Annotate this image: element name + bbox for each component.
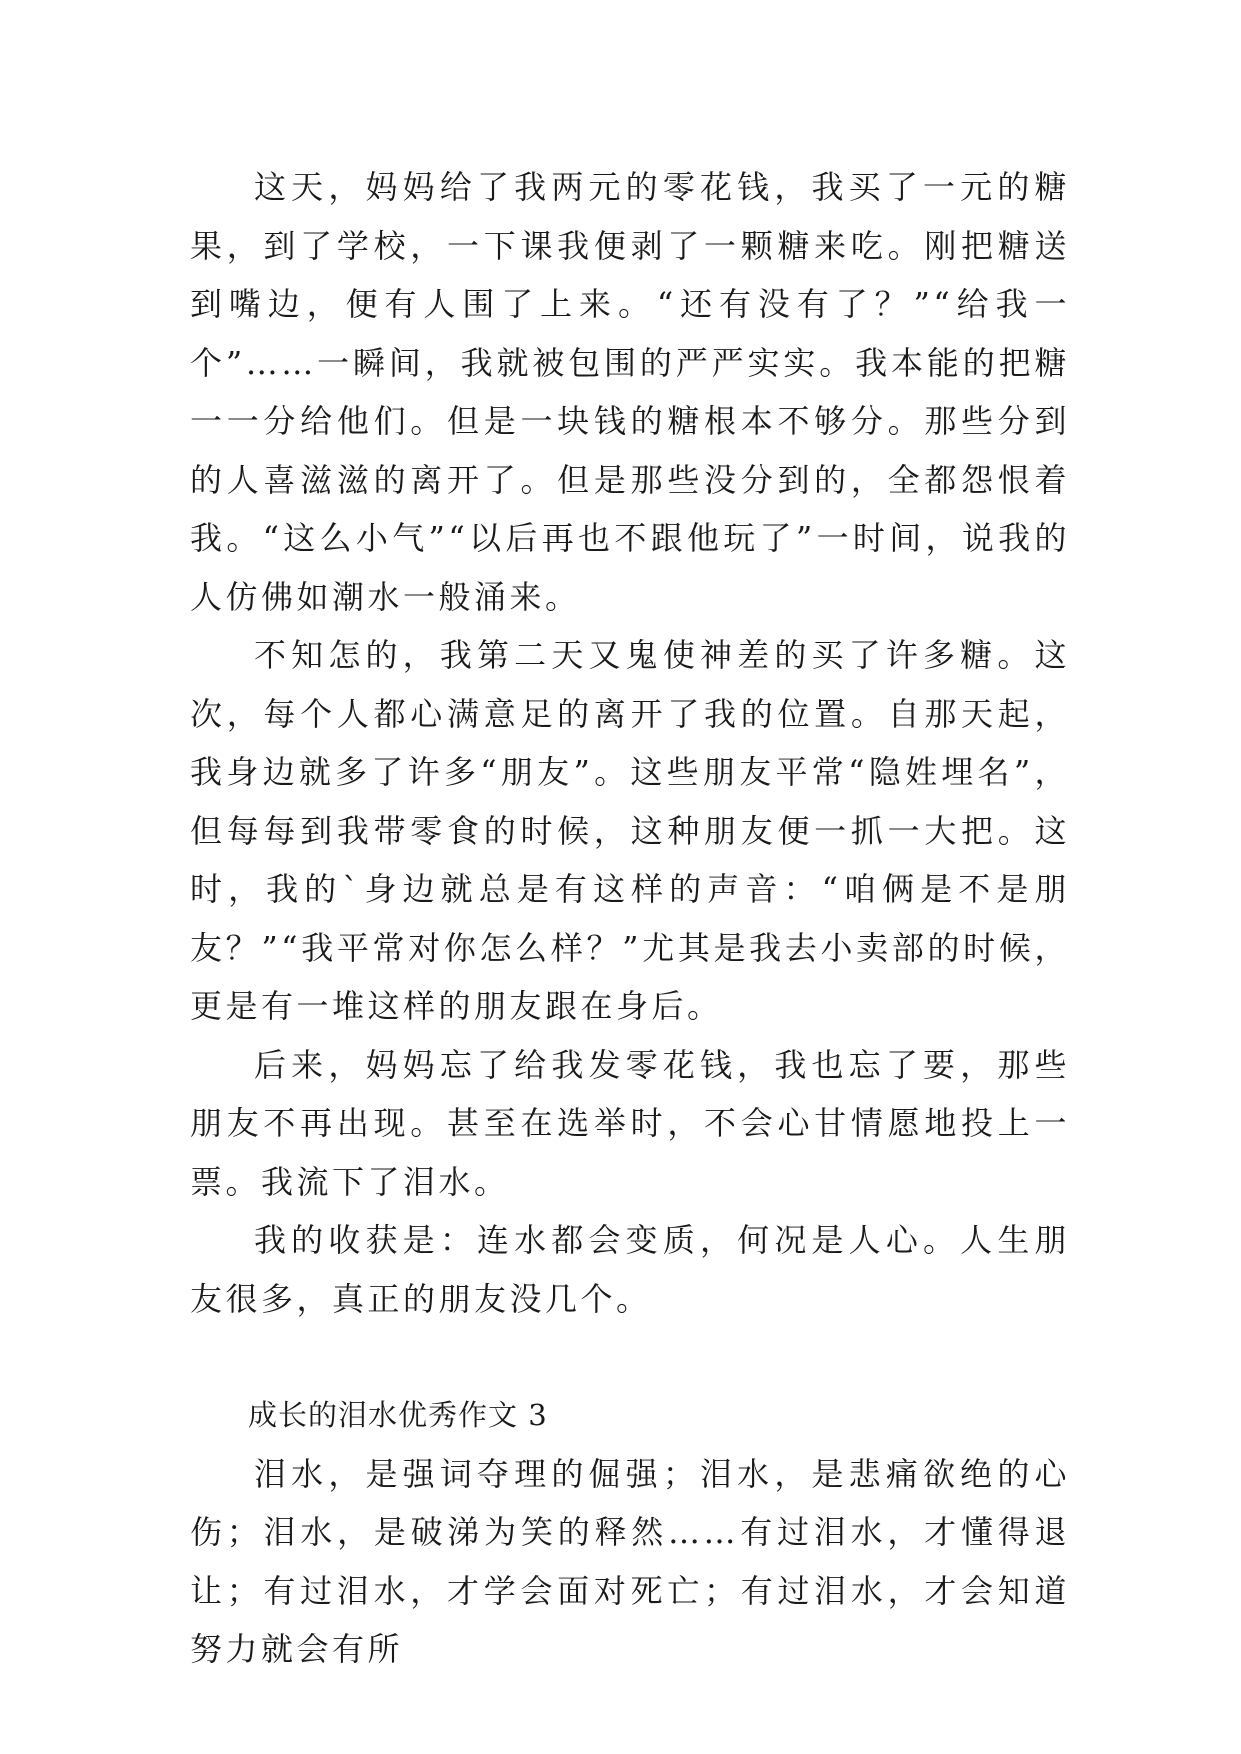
paragraph-3: 后来，妈妈忘了给我发零花钱，我也忘了要，那些朋友不再出现。甚至在选举时，不会心甘情愿地投上一票。我流下了泪水。 [190,1045,1070,1201]
section-paragraph: 泪水，是强词夺理的倔强；泪水，是悲痛欲绝的心伤；泪水，是破涕为笑的释然……有过泪水，才懂得退让；有过泪水，才学会面对死亡；有过泪水，才会知道努力就会有所 [190,1454,1070,1668]
paragraph-2: 不知怎的，我第二天又鬼使神差的买了许多糖。这次，每个人都心满意足的离开了我的位置。自那天起，我身边就多了许多“朋友”。这些朋友平常“隐姓埋名”，但每每到我带零食的时候，这种朋友便一抓一大把。这时，我的`身边就总是有这样的声音：“咱俩是不是朋友？”“我平常对你怎么样？”尤其是我去小卖部的时候，更是有一堆这样的朋友跟在身后。 [190,636,1070,1025]
paragraph-1: 这天，妈妈给了我两元的零花钱，我买了一元的糖果，到了学校，一下课我便剥了一颗糖来吃。刚把糖送到嘴边，便有人围了上来。“还有没有了？”“给我一个”……一瞬间，我就被包围的严严实实。我本能的把糖一一分给他们。但是一块钱的糖根本不够分。那些分到的人喜滋滋的离开了。但是那些没分到的，全都怨恨着我。“这么小气”“以后再也不跟他玩了”一时间，说我的人仿佛如潮水一般涌来。 [190,168,1070,616]
paragraph-4: 我的收获是：连水都会变质，何况是人心。人生朋友很多，真正的朋友没几个。 [190,1221,1070,1318]
section-title: 成长的泪水优秀作文 3 [248,1398,548,1432]
document-body [190,158,1070,1679]
